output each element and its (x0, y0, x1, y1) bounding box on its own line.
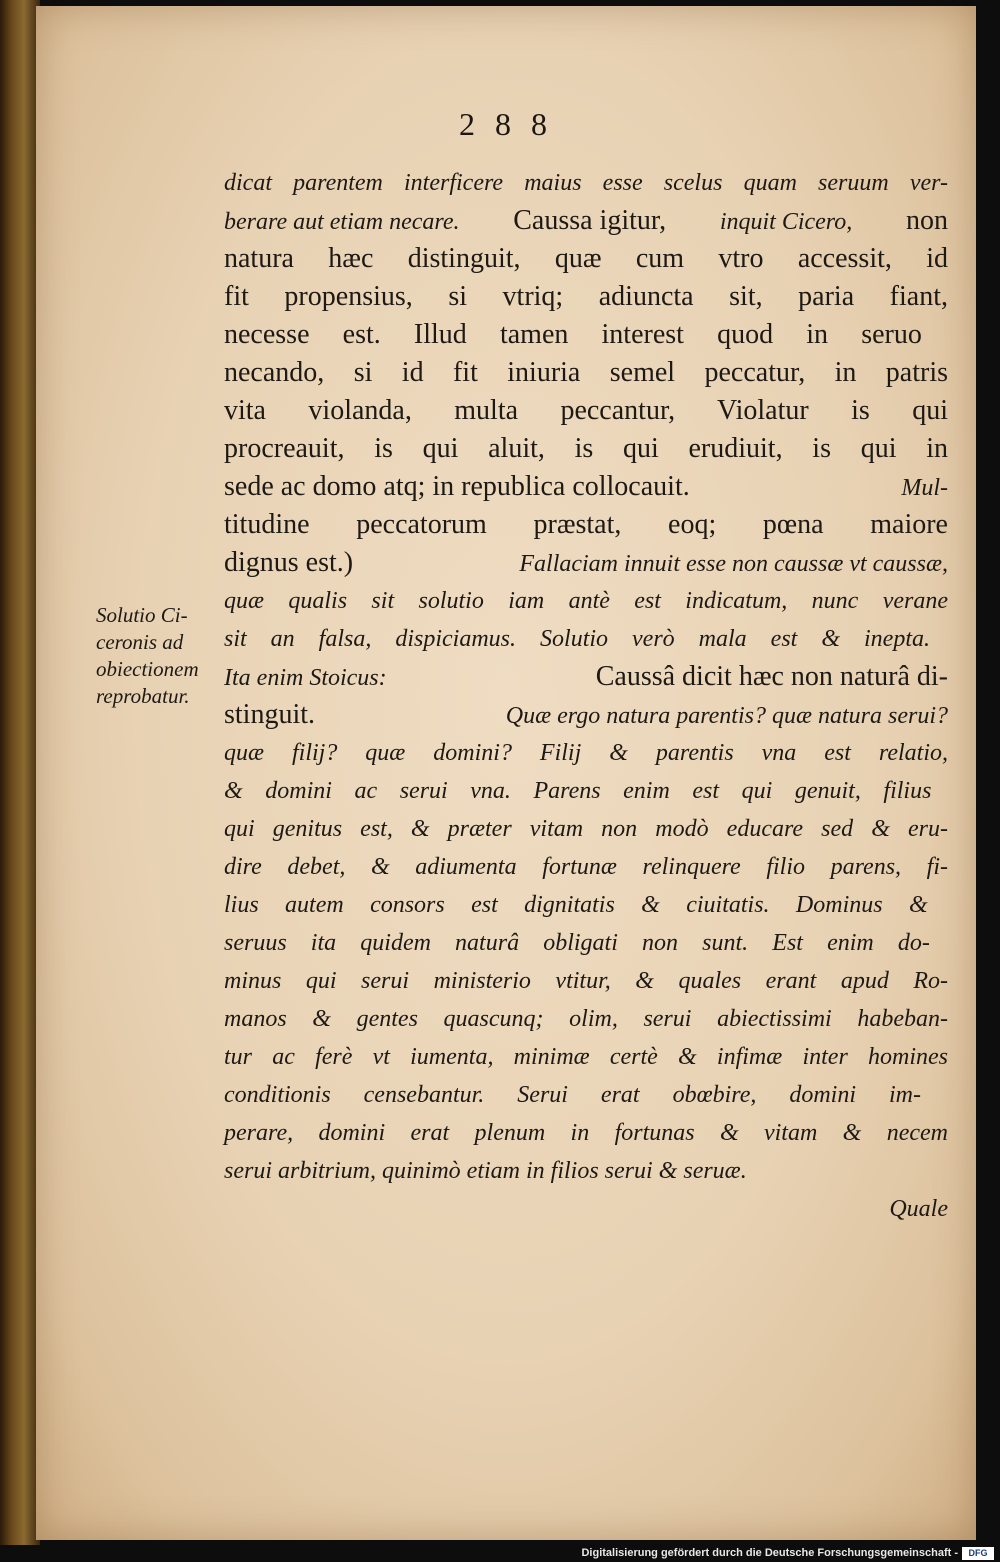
catchword-line (224, 1190, 948, 1228)
text-line (224, 544, 948, 582)
dfg-logo: DFG (962, 1547, 994, 1560)
text-line (224, 1076, 948, 1114)
text-segment: manos & gentes quascunq; olim, serui abiectissimi habeban- (224, 1006, 948, 1032)
text-segment: & domini ac serui vna. Parens enim est qui genuit, filius (224, 778, 932, 804)
text-line (224, 582, 948, 620)
text-segment: serui arbitrium, quinimò etiam in filios serui & seruæ. (224, 1158, 747, 1184)
text-segment: procreauit, is qui aluit, is qui erudiuit, is qui in (224, 433, 948, 464)
text-segment: dire debet, & adiumenta fortunæ relinquere filio parens, fi- (224, 854, 948, 880)
text-line (224, 164, 948, 202)
text-line (224, 734, 948, 772)
text-segment: tur ac ferè vt iumenta, minimæ certè & infimæ inter homines (224, 1044, 948, 1070)
text-segment: perare, domini erat plenum in fortunas & vitam & necem (224, 1120, 948, 1146)
text-segment: minus qui serui ministerio vtitur, & quales erant apud Ro- (224, 968, 948, 994)
text-line (224, 354, 948, 392)
document-page (36, 6, 976, 1540)
text-line (224, 1114, 948, 1152)
text-line (224, 962, 948, 1000)
text-segment: non (905, 205, 948, 236)
text-line (224, 810, 948, 848)
text-segment: fit propensius, si vtriq; adiuncta sit, paria fiant, (224, 281, 948, 312)
footer-credit-text: Digitalisierung gefördert durch die Deutsche Forschungsgemeinschaft - (581, 1547, 958, 1559)
text-segment: Quæ ergo natura parentis? quæ natura serui? (505, 703, 948, 729)
text-line (224, 924, 948, 962)
text-segment: titudine peccatorum præstat, eoq; pœna maiore (224, 509, 948, 540)
text-segment: lius autem consors est dignitatis & ciuitatis. Dominus & (224, 892, 928, 918)
text-line (224, 1038, 948, 1076)
text-line (224, 392, 948, 430)
text-segment: sit an falsa, dispiciamus. Solutio verò mala est & inepta. (224, 626, 930, 652)
text-segment: stinguit. (224, 699, 316, 730)
text-line (224, 848, 948, 886)
margin-note-line: reprobatur. (96, 684, 190, 708)
text-line (224, 886, 948, 924)
catchword: Quale (889, 1196, 948, 1222)
text-line (224, 620, 948, 658)
text-line (224, 468, 948, 506)
text-segment: berare aut etiam necare. (224, 209, 460, 235)
text-segment: qui genitus est, & præter vitam non modò educare sed & eru- (224, 816, 948, 842)
text-line (224, 316, 948, 354)
text-segment: Ita enim Stoicus: (224, 665, 387, 691)
text-line (224, 202, 948, 240)
text-segment: Caussâ dicit hæc non naturâ di- (595, 661, 948, 692)
text-line (224, 1000, 948, 1038)
text-line (224, 240, 948, 278)
text-line (224, 278, 948, 316)
text-line (224, 430, 948, 468)
text-segment: conditionis censebantur. Serui erat obœbire, domini im- (224, 1082, 921, 1108)
book-spine-edge (0, 0, 40, 1545)
text-segment: necesse est. Illud tamen interest quod in seruo (224, 319, 922, 350)
margin-note-line: obiectionem (96, 657, 199, 681)
text-segment: Mul- (901, 475, 948, 501)
text-segment: Fallaciam innuit esse non caussæ vt caussæ, (519, 551, 948, 577)
margin-note-line: Solutio Ci- (96, 603, 188, 627)
text-segment: necando, si id fit iniuria semel peccatur, in patris (224, 357, 948, 388)
main-text-block (224, 164, 948, 1228)
text-segment: inquit Cicero, (719, 209, 853, 235)
text-segment: quæ filij? quæ domini? Filij & parentis vna est relatio, (224, 740, 948, 766)
page-number: 2 8 8 (459, 106, 553, 142)
text-segment: vita violanda, multa peccantur, Violatur is qui (224, 395, 948, 426)
text-line (224, 1152, 948, 1190)
text-segment: seruus ita quidem naturâ obligati non sunt. Est enim do- (224, 930, 930, 956)
text-line (224, 506, 948, 544)
margin-note-line: ceronis ad (96, 630, 184, 654)
text-segment: quæ qualis sit solutio iam antè est indicatum, nunc verane (224, 588, 948, 614)
text-segment: Caussa igitur, (513, 205, 667, 236)
text-line (224, 772, 948, 810)
text-segment: dicat parentem interficere maius esse scelus quam seruum ver- (224, 170, 948, 196)
text-segment: natura hæc distinguit, quæ cum vtro accessit, id (224, 243, 948, 274)
text-segment: sede ac domo atq; in republica collocauit. (224, 471, 690, 502)
text-line (224, 696, 948, 734)
text-line (224, 658, 948, 696)
text-segment: dignus est.) (224, 547, 354, 578)
